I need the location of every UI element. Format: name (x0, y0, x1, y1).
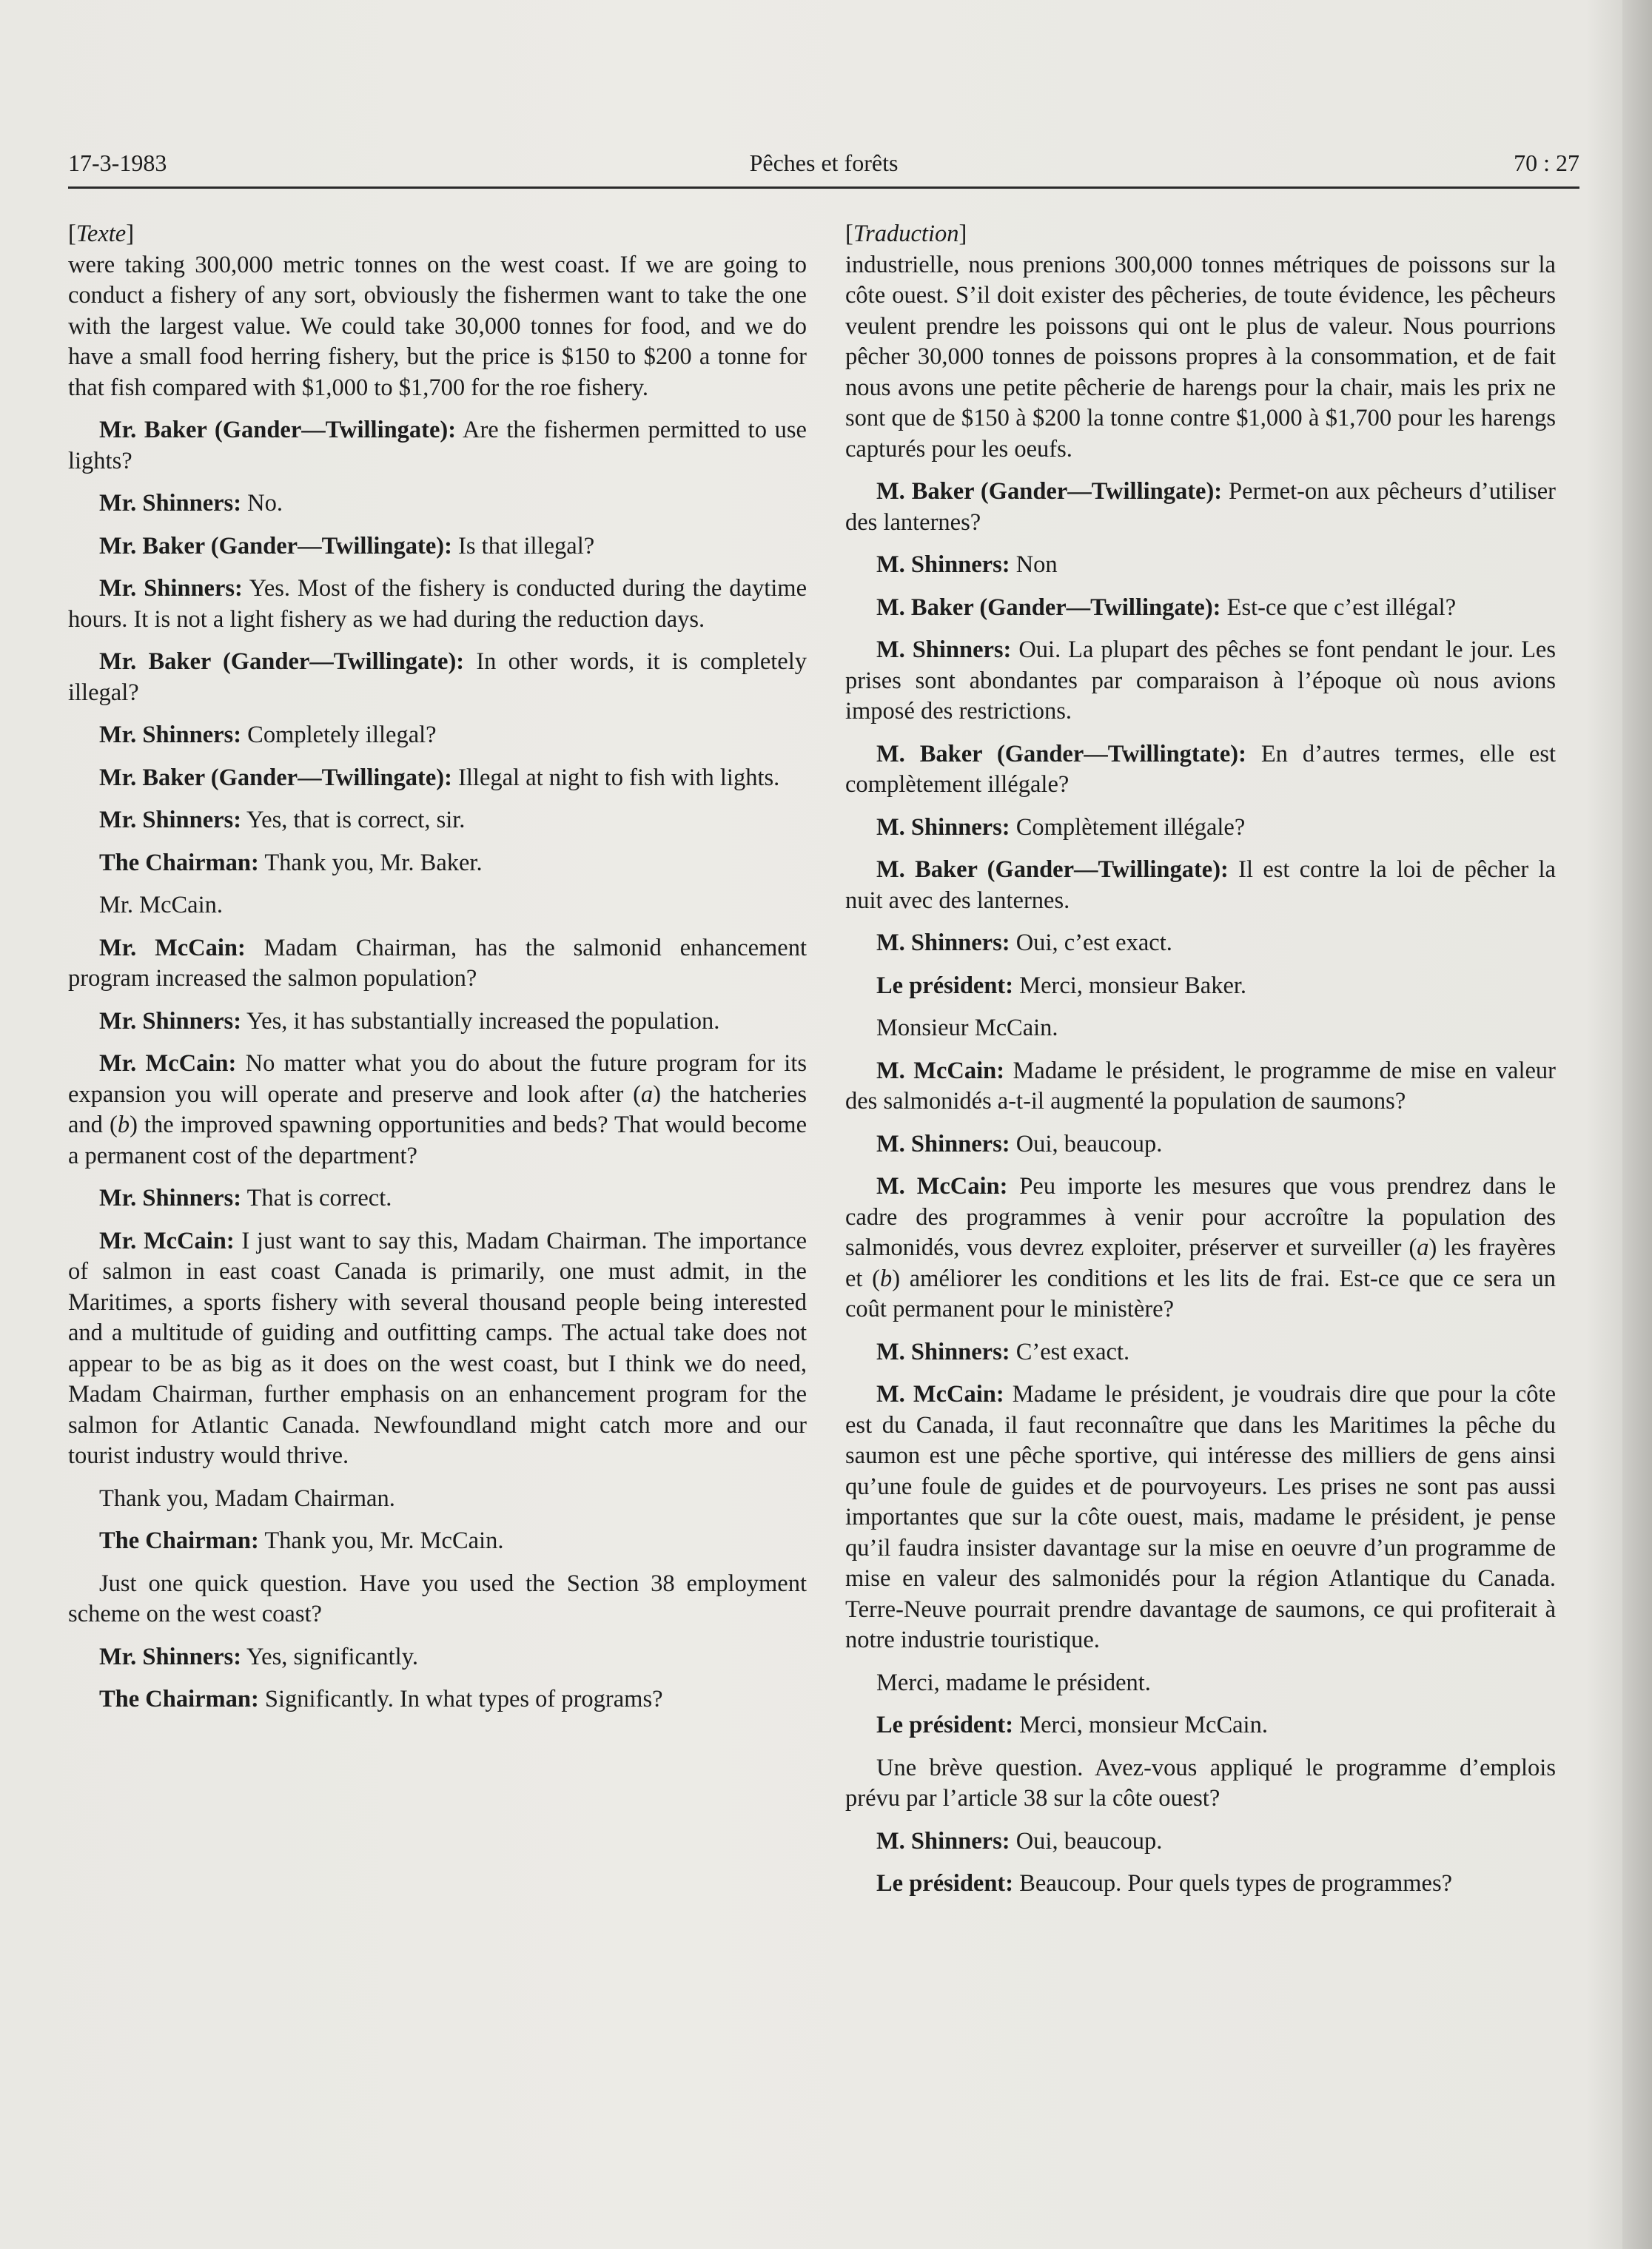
english-column (68, 219, 807, 1727)
speech-text: Complètement illégale? (1015, 813, 1246, 841)
speaker-name: Mr. McCain: (99, 934, 246, 961)
speaker-name: Mr. Baker (Gander—Twillingate): (99, 417, 457, 443)
transcript-paragraph (68, 1684, 807, 1715)
speech-text: Thank you, Mr. McCain. (264, 1527, 504, 1554)
speech-text: Yes, that is correct, sir. (246, 807, 466, 833)
speech-text: No matter what you do about the future program for its expansion you will operate and preserve and look after (a) the hatcheries and (b) the improved spawning opportunities and beds? That would become a permanent cost of the department? (68, 1050, 807, 1169)
transcript-paragraph (845, 477, 1556, 538)
speaker-name: M. Shinners: (876, 813, 1010, 841)
transcript-paragraph (68, 1049, 807, 1171)
speech-text: Madame le président, je voudrais dire que pour la côte est du Canada, il faut reconnaître que dans les Maritimes la pêche du saumon est une pêche sportive, qui intéresse des milliers de gens ainsi qu’une foule de guides et de pourvoyeurs. Les prises ne sont pas aussi importantes que sur la côte ouest, mais, madame le président, je pense qu’il faudra insister davantage sur la mise en oeuvre d’un programme de mise en valeur des salmonidés pour la région Atlantique du Canada. Terre-Neuve pourrait prendre davantage de saumons, ce qui profiterait à notre industrie touristique. (845, 1381, 1556, 1653)
speaker-name: Mr. Shinners: (99, 1185, 242, 1211)
transcript-paragraph (845, 635, 1556, 727)
speaker-name: Mr. Shinners: (99, 1007, 242, 1035)
speech-text: Oui, beaucoup. (1015, 1130, 1163, 1157)
page-edge (1622, 0, 1652, 2249)
speaker-name: Le président: (876, 972, 1014, 999)
transcript-paragraph (68, 415, 807, 477)
speech-text: Just one quick question. Have you used the Section 38 employment scheme on the west coast? (68, 1570, 807, 1627)
speech-text: Yes, it has substantially increased the population. (246, 1007, 720, 1035)
column-tag: [Traduction] (845, 221, 967, 247)
transcript-paragraph (845, 1379, 1556, 1656)
transcript-paragraph (68, 805, 807, 836)
speaker-name: M. McCain: (876, 1381, 1004, 1408)
speech-text: Une brève question. Avez-vous appliqué le programme d’emplois prévu par l’article 38 sur la côte ouest? (845, 1754, 1556, 1812)
speaker-name: Mr. Baker (Gander—Twillingate): (99, 532, 452, 559)
transcript-paragraph (845, 550, 1556, 581)
speech-text: Merci, monsieur McCain. (1019, 1712, 1268, 1738)
speech-text: Oui. La plupart des pêches se font pendant le jour. Les prises sont abondantes par comparaison à l’époque où nous avions imposé des restrictions. (845, 636, 1557, 725)
speaker-name: M. Shinners: (876, 1130, 1010, 1157)
speech-text: I just want to say this, Madam Chairman. The importance of salmon in east coast Canada is primarily, one must admit, in the Maritimes, a sports fishery with several thousand people being interested and a multitude of guiding and outfitting camps. The actual take does not appear to be as big as it does on the west coast, but I think we do need, Madam Chairman, further emphasis on an enhancement program for the salmon for Atlantic Canada. Newfoundland might catch more and our tourist industry would thrive. (68, 1227, 807, 1469)
transcript-paragraph (845, 1129, 1556, 1160)
transcript-paragraph (845, 855, 1556, 916)
speech-text: Yes. Most of the fishery is conducted during the daytime hours. It is not a light fishery as we had during the reduction days. (68, 575, 807, 633)
speech-text: Monsieur McCain. (876, 1015, 1058, 1041)
speaker-name: Le président: (876, 1712, 1014, 1738)
transcript-paragraph (845, 971, 1556, 1002)
running-header (68, 145, 1579, 189)
speech-text: industrielle, nous prenions 300,000 tonnes métriques de poissons sur la côte ouest. S’il doit exister des pêcheries, de toute évidence, les pêcheurs veulent prendre les poissons qui ont le plus de valeur. Nous pourrions pêcher 30,000 tonnes de poissons propres à la consommation, et de fait nous avons une petite pêcherie de harengs pour la chair, mais les prix ne sont que de $150 à $200 la tonne contre $1,000 à $1,700 pour les harengs capturés pour les oeufs. (845, 251, 1556, 463)
speech-text: Merci, monsieur Baker. (1019, 972, 1247, 999)
speaker-name: M. McCain: (876, 1057, 1005, 1084)
speaker-name: Mr. McCain: (99, 1227, 235, 1254)
speech-text: Madame le président, le programme de mise en valeur des salmonidés a-t-il augmenté la population de saumons? (845, 1057, 1556, 1115)
speech-text: En d’autres termes, elle est complètement illégale? (845, 740, 1557, 798)
transcript-paragraph (845, 1337, 1556, 1368)
speech-text: Permet-on aux pêcheurs d’utiliser des lanternes? (845, 478, 1556, 536)
speaker-name: Mr. Shinners: (99, 575, 243, 602)
transcript-paragraph (68, 890, 807, 921)
speaker-name: M. Baker (Gander—Twillingate): (876, 478, 1223, 505)
speech-text: Beaucoup. Pour quels types de programmes? (1019, 1870, 1453, 1897)
speech-text: Thank you, Mr. Baker. (264, 849, 483, 876)
transcript-paragraph (845, 1056, 1556, 1117)
transcript-paragraph (845, 1668, 1556, 1699)
transcript-paragraph (68, 848, 807, 879)
speaker-name: Le président: (876, 1870, 1014, 1897)
speech-text: Yes, significantly. (246, 1643, 418, 1670)
transcript-paragraph (845, 1869, 1556, 1900)
speech-text: That is correct. (246, 1185, 392, 1211)
transcript-paragraph (68, 1569, 807, 1630)
speech-text: Non (1015, 551, 1058, 578)
speech-text: Significantly. In what types of programs? (264, 1686, 663, 1712)
column-tag: [Texte] (68, 221, 135, 247)
speech-text: Oui, c’est exact. (1015, 929, 1172, 956)
header-title: Pêches et forêts (749, 149, 899, 176)
speech-text: Oui, beaucoup. (1015, 1827, 1163, 1855)
transcript-paragraph (845, 1826, 1556, 1858)
speech-text: Peu importe les mesures que vous prendrez dans le cadre des programmes à venir pour accroître la population des salmonidés, vous devrez exploiter, préserver et surveiller (a) les frayères et (b) améliorer les conditions et les lits de frai. Est-ce que ce sera un coût permanent pour le ministère? (845, 1173, 1556, 1322)
transcript-paragraph (845, 593, 1556, 624)
page-number: 70 : 27 (1514, 149, 1579, 176)
speaker-name: M. Shinners: (876, 929, 1010, 956)
speech-text: Madam Chairman, has the salmonid enhancement program increased the salmon population? (68, 934, 807, 992)
transcript-paragraph (845, 250, 1556, 465)
speaker-name: M. Baker (Gander—Twillingate): (876, 856, 1229, 883)
transcript-paragraph (68, 1642, 807, 1673)
speaker-name: The Chairman: (99, 849, 259, 876)
transcript-paragraph (68, 250, 807, 404)
transcript-paragraph (845, 1710, 1556, 1741)
speech-text: were taking 300,000 metric tonnes on the west coast. If we are going to conduct a fishery of any sort, obviously the fishermen want to take the one with the largest value. We could take 30,000 tonnes for food, and we do have a small food herring fishery, but the price is $150 to $200 a tonne for that fish compared with $1,000 to $1,700 for the roe fishery. (68, 251, 807, 401)
speaker-name: Mr. Shinners: (99, 1643, 242, 1670)
speaker-name: The Chairman: (99, 1686, 259, 1712)
speech-text: In other words, it is completely illegal? (68, 648, 807, 706)
transcript-paragraph (68, 933, 807, 995)
speaker-name: Mr. Shinners: (99, 490, 242, 517)
transcript-paragraph (68, 488, 807, 520)
speech-text: Are the fishermen permitted to use lights? (68, 417, 807, 474)
transcript-paragraph (68, 763, 807, 794)
speech-text: Is that illegal? (458, 532, 595, 559)
transcript-paragraph (845, 1013, 1556, 1044)
speaker-name: Mr. Shinners: (99, 807, 242, 833)
speaker-name: Mr. McCain: (99, 1050, 237, 1077)
speaker-name: M. Shinners: (876, 1338, 1010, 1365)
transcript-paragraph (68, 1526, 807, 1557)
speech-text: Merci, madame le président. (876, 1669, 1151, 1696)
transcript-paragraph (68, 574, 807, 635)
speaker-name: Mr. Baker (Gander—Twillingate): (99, 764, 452, 791)
speaker-name: M. Baker (Gander—Twillingate): (876, 594, 1221, 621)
speaker-name: M. Shinners: (876, 636, 1012, 663)
transcript-paragraph (68, 1226, 807, 1472)
transcript-paragraph (68, 1006, 807, 1038)
transcript-paragraph (845, 739, 1556, 801)
transcript-paragraph (845, 813, 1556, 844)
transcript-paragraph (845, 928, 1556, 959)
speaker-name: Mr. Shinners: (99, 722, 242, 748)
transcript-paragraph (68, 720, 807, 751)
speech-text: Completely illegal? (247, 722, 437, 748)
transcript-paragraph (68, 1183, 807, 1214)
transcript-paragraph (845, 1753, 1556, 1815)
speaker-name: M. McCain: (876, 1173, 1008, 1200)
speech-text: Illegal at night to fish with lights. (458, 764, 780, 791)
speaker-name: M. Shinners: (876, 1827, 1010, 1855)
transcript-paragraph (845, 1171, 1556, 1325)
speech-text: Il est contre la loi de pêcher la nuit avec des lanternes. (845, 856, 1556, 914)
speech-text: Thank you, Madam Chairman. (99, 1485, 395, 1512)
speaker-name: M. Baker (Gander—Twillingtate): (876, 740, 1246, 767)
french-column (845, 219, 1556, 1912)
header-date: 17-3-1983 (68, 149, 167, 176)
transcript-paragraph (68, 531, 807, 562)
speech-text: Est-ce que c’est illégal? (1226, 594, 1457, 621)
transcript-paragraph (68, 1484, 807, 1515)
speech-text: C’est exact. (1015, 1338, 1130, 1365)
transcript-paragraph (68, 647, 807, 708)
speech-text: Mr. McCain. (99, 892, 224, 918)
speaker-name: M. Shinners: (876, 551, 1010, 578)
speaker-name: The Chairman: (99, 1527, 259, 1554)
speech-text: No. (247, 490, 283, 517)
speaker-name: Mr. Baker (Gander—Twillingate): (99, 648, 465, 675)
